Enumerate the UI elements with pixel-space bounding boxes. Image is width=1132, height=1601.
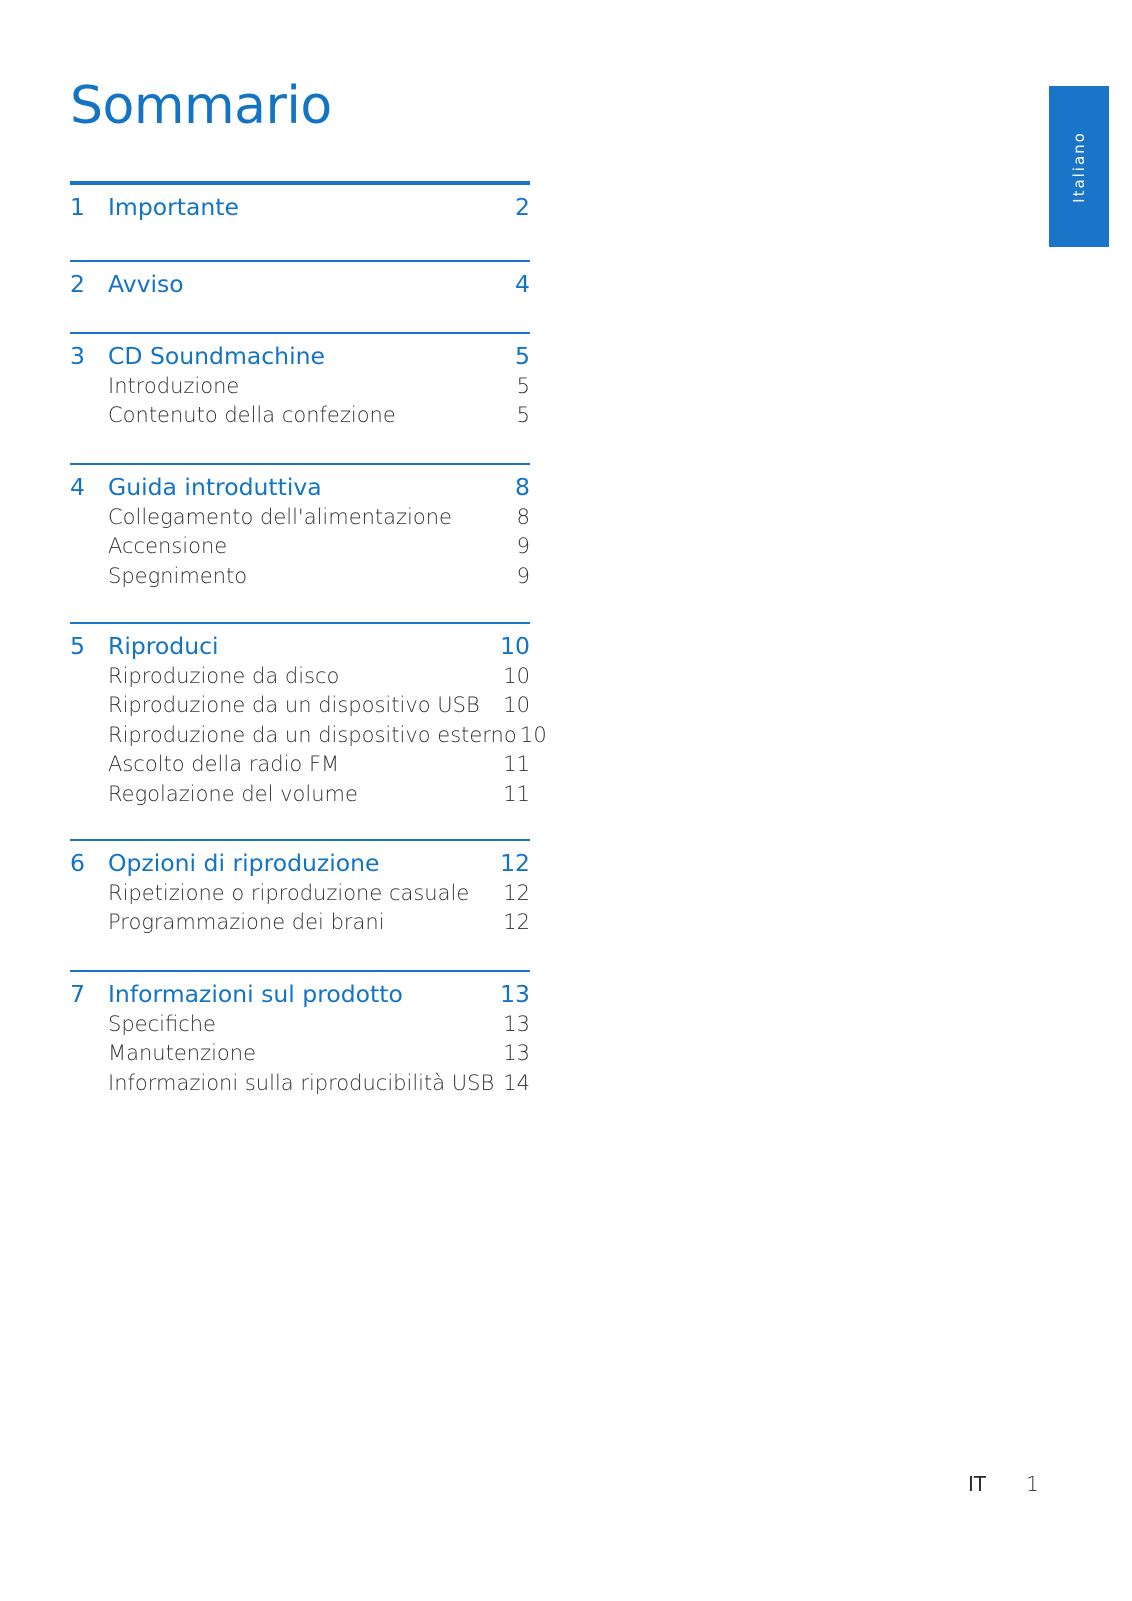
toc-entry[interactable] — [70, 193, 530, 223]
toc-section-7 — [70, 970, 530, 1110]
page-number: 11 — [503, 781, 530, 806]
page-number: 12 — [503, 880, 530, 905]
section-number: 7 — [70, 980, 85, 1008]
toc-section-3 — [70, 332, 530, 463]
toc-subentry[interactable] — [70, 1069, 530, 1099]
toc-subentry[interactable] — [70, 908, 530, 938]
toc-entry[interactable] — [70, 342, 530, 372]
page-number: 9 — [516, 563, 530, 588]
page-title: Sommario — [70, 76, 332, 136]
page-number: 9 — [516, 534, 530, 558]
subentry-label: Riproduzione da un dispositivo USB — [108, 693, 480, 717]
subentry-label: Specifiche — [108, 1011, 216, 1036]
section-title: Opzioni di riproduzione — [108, 849, 380, 877]
page-number: 10 — [503, 663, 530, 688]
subentry-label: Riproduzione da disco — [108, 663, 340, 688]
toc-entry[interactable] — [70, 473, 530, 503]
subentry-label: Ascolto della radio FM — [108, 752, 340, 776]
toc-section-2 — [70, 260, 530, 332]
subentry-label: Spegnimento — [108, 563, 248, 588]
page-number: 8 — [515, 473, 530, 501]
language-tab — [1049, 86, 1109, 247]
toc-section-6 — [70, 839, 530, 970]
toc-subentry[interactable] — [70, 662, 530, 692]
subentry-label: Collegamento dell'alimentazione — [108, 504, 452, 529]
section-number: 5 — [70, 632, 85, 660]
page-number: 5 — [516, 403, 530, 427]
page-number: 4 — [515, 270, 530, 298]
subentry-label: Riproduzione da un dispositivo esterno — [108, 722, 517, 747]
toc-section-1 — [70, 181, 530, 260]
table-of-contents — [70, 181, 547, 1110]
page-number: 5 — [516, 373, 530, 398]
toc-subentry[interactable] — [70, 780, 530, 810]
page-number: 12 — [500, 849, 530, 877]
page-number: 13 — [500, 980, 530, 1008]
toc-entry[interactable] — [70, 980, 530, 1010]
footer-language-code: IT — [968, 1472, 987, 1496]
toc-subentry[interactable] — [70, 532, 530, 562]
page-footer — [968, 1472, 1039, 1496]
subentry-label: Informazioni sulla riproducibilità USB — [108, 1070, 495, 1095]
toc-entry[interactable] — [70, 270, 530, 300]
section-title: Avviso — [108, 270, 184, 298]
page-number: 5 — [515, 342, 530, 370]
toc-entry[interactable] — [70, 849, 530, 879]
section-title: Importante — [108, 193, 239, 221]
page-number: 13 — [503, 1041, 530, 1065]
subentry-label: Ripetizione o riproduzione casuale — [108, 880, 470, 905]
subentry-label: Accensione — [108, 534, 228, 558]
toc-section-4 — [70, 463, 530, 622]
toc-subentry[interactable] — [70, 401, 530, 431]
page-number: 11 — [503, 752, 530, 776]
toc-section-5 — [70, 622, 547, 839]
toc-subentry[interactable] — [70, 879, 530, 909]
toc-subentry[interactable] — [70, 562, 530, 592]
toc-subentry[interactable] — [70, 372, 530, 402]
page-number: 10 — [503, 693, 530, 717]
page-number: 10 — [519, 722, 547, 747]
language-tab-label: Italiano — [1070, 130, 1088, 203]
footer-page-number: 1 — [1026, 1472, 1039, 1496]
section-title: CD Soundmachine — [108, 342, 325, 370]
subentry-label: Contenuto della confezione — [108, 403, 396, 427]
page-number: 14 — [503, 1070, 530, 1095]
page-number: 13 — [503, 1011, 530, 1036]
section-number: 1 — [70, 193, 85, 221]
toc-subentry[interactable] — [70, 721, 547, 751]
subentry-label: Programmazione dei brani — [108, 910, 385, 934]
section-title: Informazioni sul prodotto — [108, 980, 403, 1008]
subentry-label: Manutenzione — [108, 1041, 257, 1065]
section-number: 4 — [70, 473, 85, 501]
toc-subentry[interactable] — [70, 503, 530, 533]
page-number: 2 — [515, 193, 530, 221]
toc-subentry[interactable] — [70, 750, 530, 780]
page-number: 8 — [516, 504, 530, 529]
section-number: 3 — [70, 342, 85, 370]
subentry-label: Regolazione del volume — [108, 781, 358, 806]
toc-subentry[interactable] — [70, 691, 530, 721]
page-number: 10 — [500, 632, 530, 660]
toc-subentry[interactable] — [70, 1010, 530, 1040]
section-number: 2 — [70, 270, 85, 298]
section-title: Guida introduttiva — [108, 473, 322, 501]
toc-subentry[interactable] — [70, 1039, 530, 1069]
section-title: Riproduci — [108, 632, 219, 660]
toc-entry[interactable] — [70, 632, 530, 662]
section-number: 6 — [70, 849, 85, 877]
page-number: 12 — [503, 910, 530, 934]
subentry-label: Introduzione — [108, 373, 240, 398]
